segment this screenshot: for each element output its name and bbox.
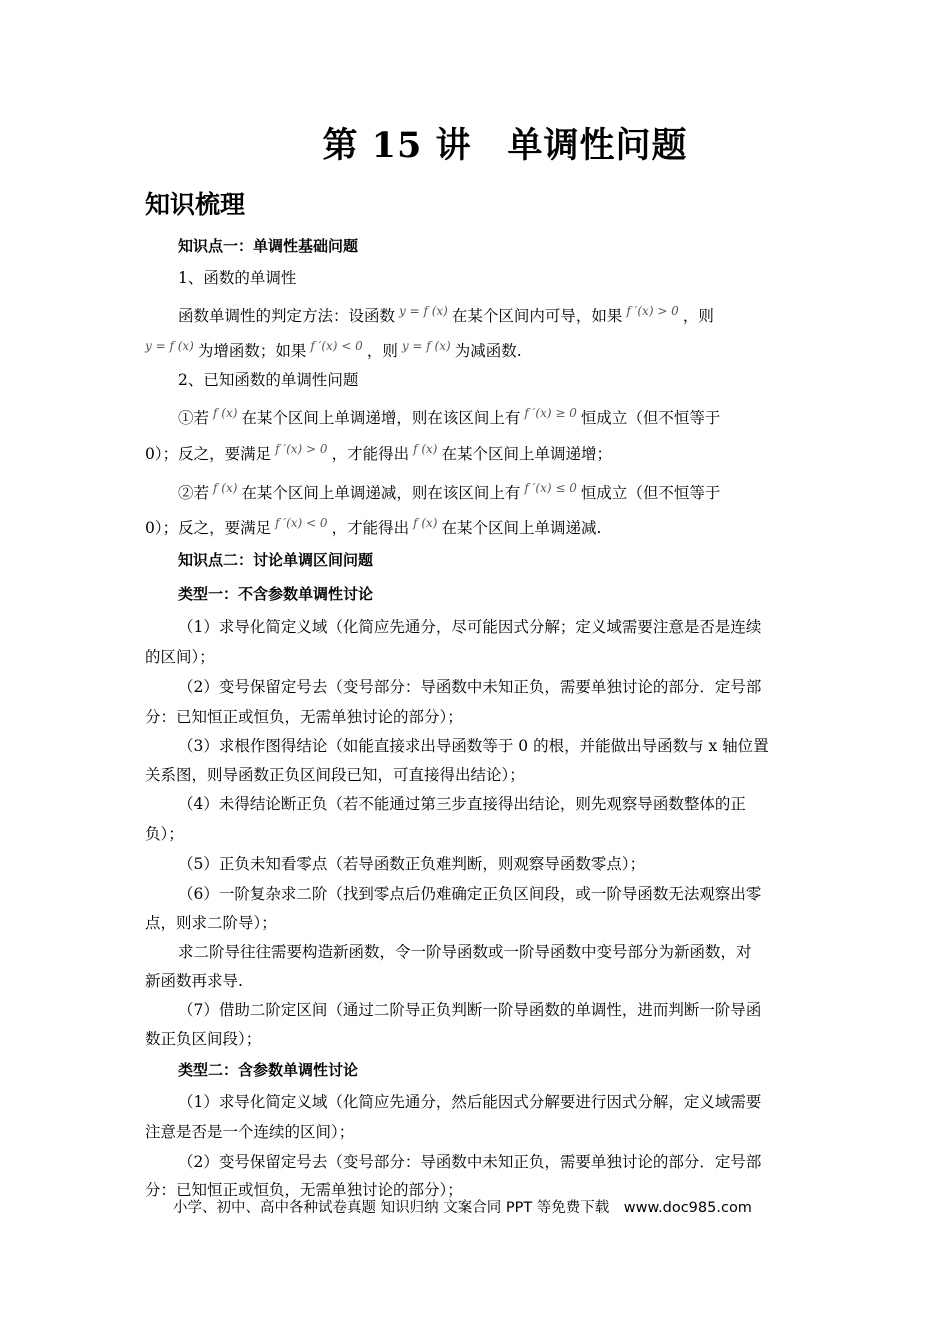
text: 在某个区间上单调递减. <box>441 519 602 537</box>
math: f ′(x) ≤ 0 <box>524 481 577 495</box>
math: f ′(x) > 0 <box>275 442 328 456</box>
section-heading: 知识梳理 <box>145 190 246 219</box>
text: 函数单调性的判定方法：设函数 <box>178 307 396 325</box>
t1-line: 求二阶导往往需要构造新函数，令一阶导函数或一阶导函数中变号部分为新函数，对 <box>178 943 752 961</box>
t1-line: 分：已知恒正或恒负，无需单独讨论的部分）； <box>145 708 463 726</box>
text: 为增函数；如果 <box>197 342 307 360</box>
t1-line: （6）一阶复杂求二阶（找到零点后仍难确定正负区间段，或一阶导函数无法观察出零 <box>178 885 762 903</box>
t2-line: 分：已知恒正或恒负，无需单独讨论的部分）； <box>145 1181 463 1199</box>
t2-line: （2）变号保留定号去（变号部分：导函数中未知正负，需要单独讨论的部分．定号部 <box>178 1153 762 1171</box>
t2-line: （1）求导化简定义域（化简应先通分，然后能因式分解要进行因式分解，定义域需要 <box>178 1093 762 1111</box>
text: ，则 <box>682 307 714 325</box>
kp1-c1a <box>178 406 843 428</box>
text: ，才能得出 <box>331 445 410 463</box>
kp1-p2 <box>145 339 810 361</box>
t1-line: 关系图，则导函数正负区间段已知，可直接得出结论）； <box>145 766 525 784</box>
kp1-item2: 2、已知函数的单调性问题 <box>178 371 359 389</box>
math: f ′(x) < 0 <box>275 516 328 530</box>
type1-heading: 类型一：不含参数单调性讨论 <box>178 585 374 603</box>
type2-heading: 类型二：含参数单调性讨论 <box>178 1061 359 1079</box>
text: 在某个区间上单调递增，则在该区间上有 <box>241 409 521 427</box>
kp1-c1b <box>145 442 810 464</box>
math: y = f (x) <box>399 304 448 318</box>
t1-line: （2）变号保留定号去（变号部分：导函数中未知正负，需要单独讨论的部分．定号部 <box>178 678 762 696</box>
t1-line: 的区间）； <box>145 648 215 666</box>
math: y = f (x) <box>401 339 451 353</box>
t1-line: 点，则求二阶导）； <box>145 914 277 932</box>
text: ①若 <box>178 409 210 427</box>
text: 恒成立（但不恒等于 <box>580 409 721 427</box>
text: 在某个区间上单调递增； <box>441 445 612 463</box>
page-title: 第 15 讲 单调性问题 <box>322 125 688 166</box>
text: ，才能得出 <box>331 519 410 537</box>
text: 在某个区间上单调递减，则在该区间上有 <box>241 484 521 502</box>
kp1-c2a <box>178 481 843 503</box>
math: f ′(x) < 0 <box>310 339 363 353</box>
text: 在某个区间内可导，如果 <box>451 307 623 325</box>
t1-line: （3）求根作图得结论（如能直接求出导函数等于 0 的根，并能做出导函数与 x 轴位置 <box>178 737 769 755</box>
t1-line: 新函数再求导. <box>145 972 243 990</box>
math: y = f (x) <box>145 339 194 353</box>
math: f (x) <box>213 481 238 495</box>
math: f (x) <box>413 442 438 456</box>
footer-watermark: 小学、初中、高中各种试卷真题 知识归纳 文案合同 PPT 等免费下载 www.doc985.com <box>173 1200 752 1216</box>
t1-line: （1）求导化简定义域（化简应先通分，尽可能因式分解；定义域需要注意是否是连续 <box>178 618 762 636</box>
t1-line: （7）借助二阶定区间（通过二阶导正负判断一阶导函数的单调性，进而判断一阶导函 <box>178 1001 762 1019</box>
t1-line: （5）正负未知看零点（若导函数正负难判断，则观察导函数零点）； <box>178 855 646 873</box>
text: 恒成立（但不恒等于 <box>580 484 721 502</box>
t1-line: 负）； <box>145 825 184 843</box>
text: ②若 <box>178 484 210 502</box>
math: f ′(x) ≥ 0 <box>524 406 577 420</box>
text: 0）；反之，要满足 <box>145 519 272 537</box>
math: f ′(x) > 0 <box>626 304 679 318</box>
t2-line: 注意是否是一个连续的区间）； <box>145 1123 355 1141</box>
kp1-c2b <box>145 516 810 538</box>
kp1-heading: 知识点一：单调性基础问题 <box>178 237 359 255</box>
t1-line: （4）未得结论断正负（若不能通过第三步直接得出结论，则先观察导函数整体的正 <box>178 795 746 813</box>
text: ，则 <box>366 342 398 360</box>
text: 为减函数. <box>454 342 522 360</box>
kp2-heading: 知识点二：讨论单调区间问题 <box>178 551 374 569</box>
kp1-p1 <box>178 304 843 326</box>
kp1-item1: 1、函数的单调性 <box>178 269 297 287</box>
math: f (x) <box>213 406 238 420</box>
text: 0）；反之，要满足 <box>145 445 272 463</box>
t1-line: 数正负区间段）； <box>145 1030 262 1048</box>
math: f (x) <box>413 516 438 530</box>
